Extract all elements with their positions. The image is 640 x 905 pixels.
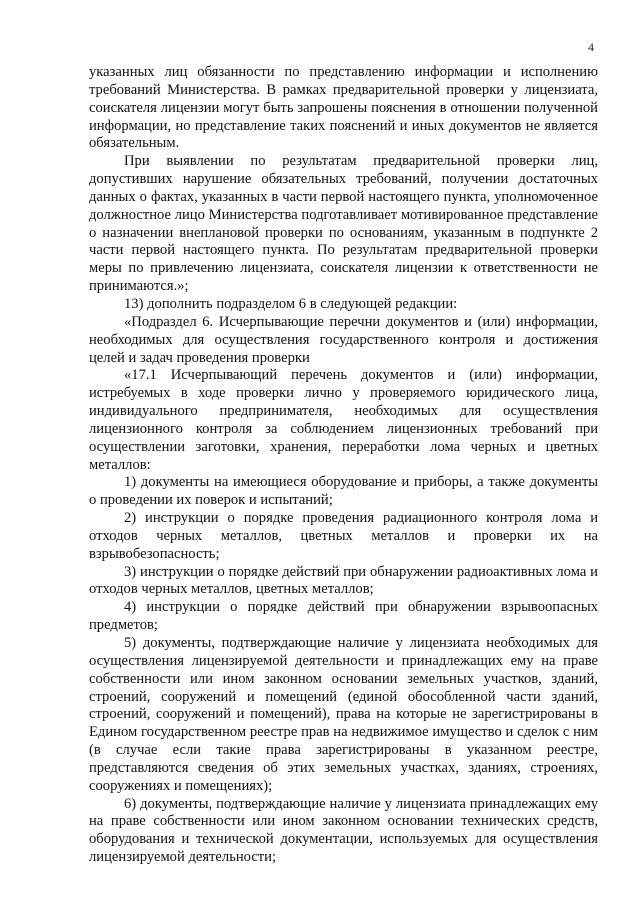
paragraph-17-1: «17.1 Исчерпывающий перечень документов и (или) информации, истребуемых в ходе проверки лично у проверяемого юридического лица, индивидуального предпринимателя, необходимых для осуществления лицензионного контроля за соблюдением лицензионных требований при осуществлении заготовки, хранения, переработки лома черных и цветных металлов: — [89, 367, 598, 473]
list-item-1: 1) документы на имеющиеся оборудование и приборы, а также документы о проведении их поверок и испытаний; — [89, 474, 598, 509]
document-body — [89, 64, 598, 867]
list-item-3: 3) инструкции о порядке действий при обнаружении радиоактивных лома и отходов черных металлов, цветных металлов; — [89, 563, 598, 598]
subsection-6-heading: «Подраздел 6. Исчерпывающие перечни документов и (или) информации, необходимых для осуществления государственного контроля и достижения целей и задач проведения проверки — [89, 313, 598, 366]
list-item-4: 4) инструкции о порядке действий при обнаружении взрывоопасных предметов; — [89, 599, 598, 634]
page-number: 4 — [588, 40, 594, 54]
list-item-5: 5) документы, подтверждающие наличие у лицензиата необходимых для осуществления лицензируемой деятельности и принадлежащих ему на праве собственности или ином законном основании земельных участков, зданий, строений, сооружений и помещений (единой обособленной части зданий, строений, сооружений и помещений), права на которые не зарегистрированы в Едином государственном реестре прав на недвижимое имущество и сделок с ним (в случае если такие права зарегистрированы в указанном реестре, представляются сведения об этих земельных участках, зданиях, строениях, сооружениях и помещениях); — [89, 635, 598, 794]
list-item-2: 2) инструкции о порядке проведения радиационного контроля лома и отходов черных металлов, цветных металлов и проверки их на взрывобезопасность; — [89, 510, 598, 562]
paragraph-continuation: указанных лиц обязанности по представлению информации и исполнению требований Министерства. В рамках предварительной проверки у лицензиата, соискателя лицензии могут быть запрошены пояснения в отношении полученной информации, но представление таких пояснений и иных документов не является обязательным. — [89, 64, 598, 152]
paragraph-preliminary-check-results: При выявлении по результатам предварительной проверки лиц, допустивших нарушение обязательных требований, получении достаточных данных о фактах, указанных в части первой настоящего пункта, уполномоченное должностное лицо Министерства подготавливает мотивированное представление о назначении внеплановой проверки по основаниям, указанным в подпункте 2 части первой настоящего пункта. По результатам предварительной проверки меры по привлечению лицензиата, соискателя лицензии к ответственности не принимаются.»; — [89, 153, 598, 295]
list-item-6: 6) документы, подтверждающие наличие у лицензиата принадлежащих ему на праве собственности или ином законном основании технических средств, оборудования и технической документации, используемых для осуществления лицензируемой деятельности; — [89, 795, 598, 866]
paragraph-amendment-13: 13) дополнить подразделом 6 в следующей редакции: — [124, 295, 458, 312]
